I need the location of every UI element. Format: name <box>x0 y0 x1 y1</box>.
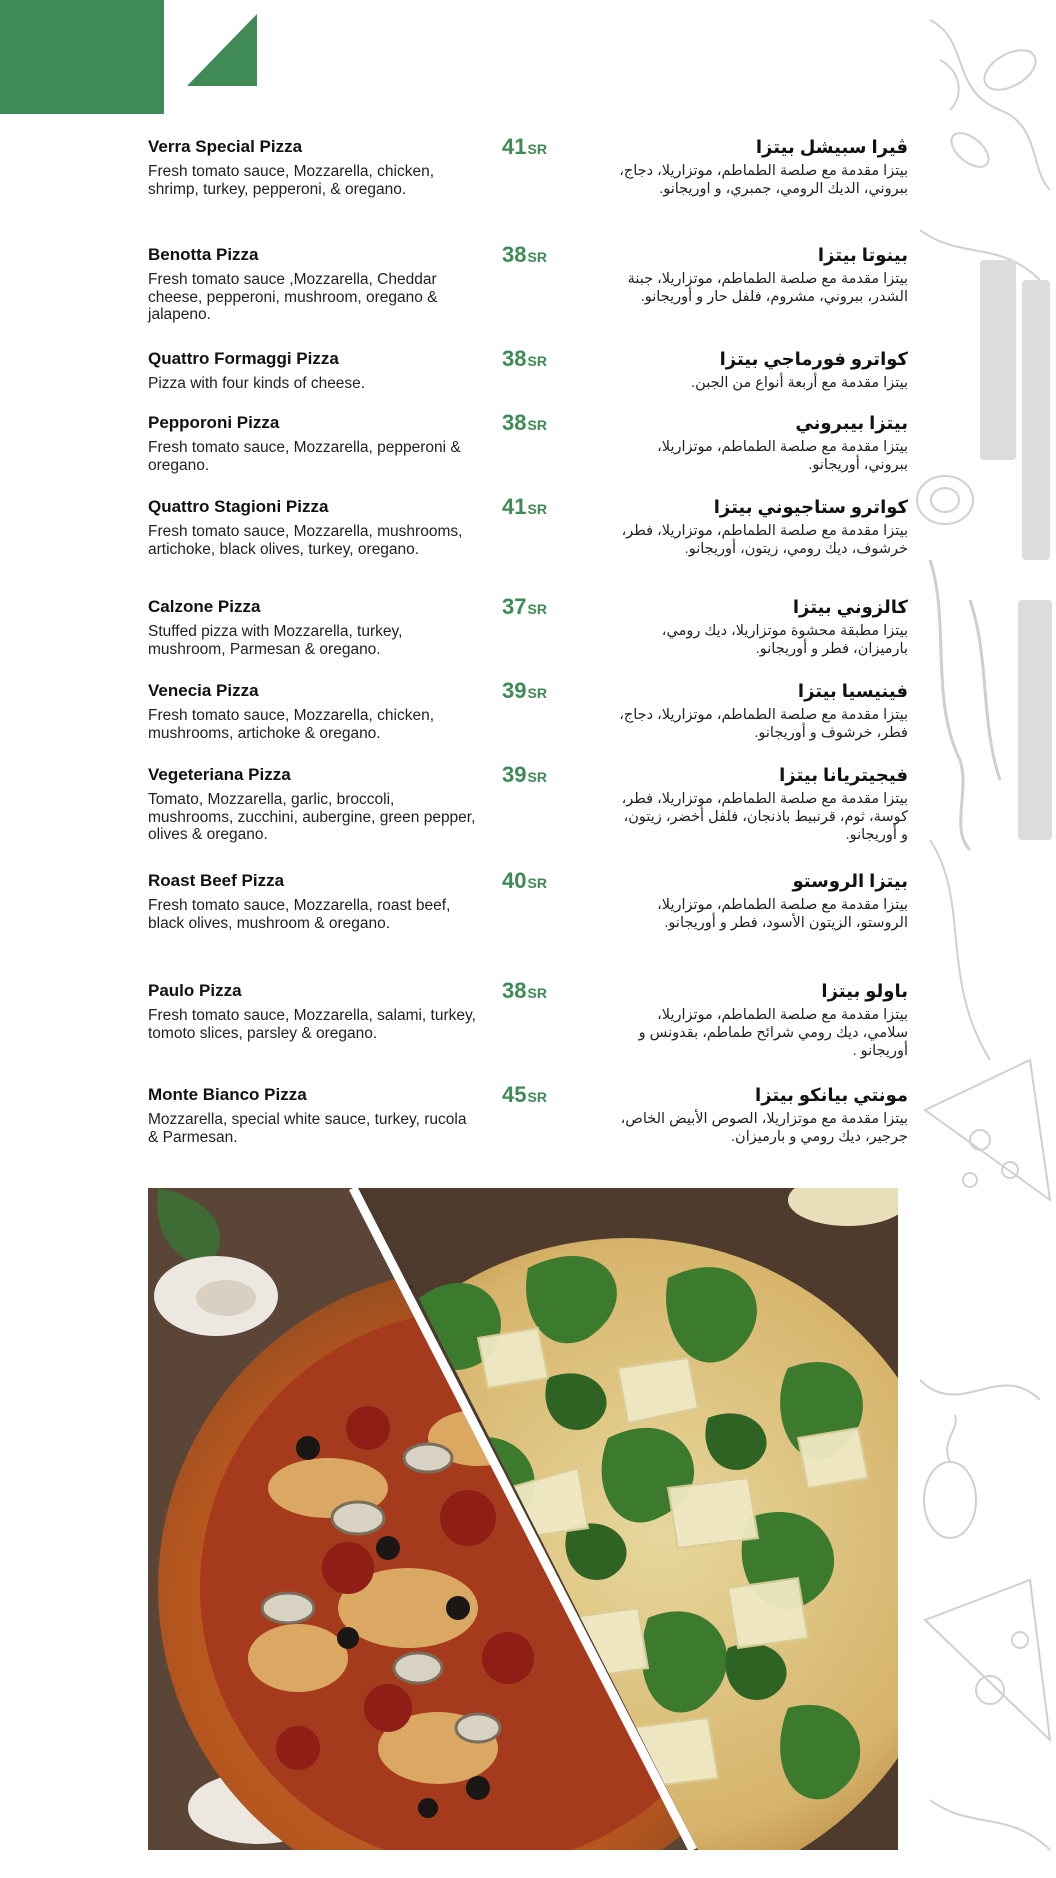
item-desc-en: Fresh tomato sauce, Mozzarella, chicken, mushrooms, artichoke & oregano. <box>148 707 435 742</box>
item-name-en: Venecia Pizza <box>148 681 259 700</box>
item-name-ar: فيجيتريانا بيتزا <box>779 765 908 785</box>
item-price <box>502 242 547 268</box>
item-name-en: Calzone Pizza <box>148 597 261 616</box>
price-value: 38 <box>502 978 527 1003</box>
item-desc-en: Fresh tomato sauce, Mozzarella, chicken, shrimp, turkey, pepperoni, & oregano. <box>148 163 435 198</box>
item-price <box>502 1082 547 1108</box>
corner-green-triangle <box>187 14 257 86</box>
item-desc-en: Stuffed pizza with Mozzarella, turkey, mushroom, Parmesan & oregano. <box>148 623 403 658</box>
price-currency: SR <box>527 141 547 157</box>
item-desc-ar: بيتزا مقدمة مع صلصة الطماطم، موتزاريلا، دجاج، ببروني، الديك الرومي، جمبري، و اوريجانو. <box>619 163 908 197</box>
decorative-sketch-border <box>910 0 1056 1878</box>
price-currency: SR <box>527 1089 547 1105</box>
item-price <box>502 762 547 788</box>
price-currency: SR <box>527 601 547 617</box>
item-english <box>148 980 478 1042</box>
item-arabic <box>618 764 908 844</box>
price-value: 39 <box>502 678 527 703</box>
price-value: 38 <box>502 410 527 435</box>
price-currency: SR <box>527 417 547 433</box>
item-name-en: Vegeteriana Pizza <box>148 765 291 784</box>
item-price <box>502 594 547 620</box>
item-name-en: Quattro Stagioni Pizza <box>148 497 329 516</box>
item-price <box>502 494 547 520</box>
item-arabic <box>618 980 908 1060</box>
pizza-photo <box>148 1188 898 1850</box>
item-desc-ar: بيتزا مقدمة مع موتزاريلا، الصوص الأبيض الخاص، جرجير، ديك رومي و بارميزان. <box>620 1111 908 1145</box>
item-desc-en: Fresh tomato sauce, Mozzarella, pepperoni & oregano. <box>148 439 461 474</box>
price-currency: SR <box>527 875 547 891</box>
item-desc-ar: بيتزا مقدمة مع صلصة الطماطم، موتزاريلا، دجاج، فطر، خرشوف و أوريجانو. <box>619 707 908 741</box>
item-name-ar: ڤيرا سبيشل بيتزا <box>755 137 908 157</box>
item-name-ar: بيتزا الروستو <box>792 871 908 891</box>
item-english <box>148 596 478 658</box>
item-name-ar: مونتي بيانكو بيتزا <box>755 1085 908 1105</box>
price-value: 38 <box>502 346 527 371</box>
item-price <box>502 134 547 160</box>
price-currency: SR <box>527 353 547 369</box>
item-arabic <box>618 680 908 742</box>
item-price <box>502 678 547 704</box>
item-english <box>148 764 478 844</box>
item-arabic <box>618 870 908 932</box>
item-desc-ar: بيتزا مقدمة مع صلصة الطماطم، موتزاريلا، جبنة الشدر، ببروني، مشروم، فلفل حار و أوريجانو. <box>627 271 908 305</box>
item-desc-ar: بيتزا مقدمة مع صلصة الطماطم، موتزاريلا، ببروني، أوريجانو. <box>657 439 908 473</box>
item-english <box>148 348 478 393</box>
price-value: 41 <box>502 494 527 519</box>
price-currency: SR <box>527 769 547 785</box>
item-price <box>502 978 547 1004</box>
item-desc-en: Mozzarella, special white sauce, turkey, rucola & Parmesan. <box>148 1111 467 1146</box>
item-desc-ar: بيتزا مقدمة مع صلصة الطماطم، موتزاريلا، سلامي، ديك رومي شرائح طماطم، بقدونس و أوريجانو . <box>638 1007 908 1059</box>
item-english <box>148 244 478 324</box>
price-value: 41 <box>502 134 527 159</box>
item-english <box>148 496 478 558</box>
price-value: 45 <box>502 1082 527 1107</box>
item-desc-en: Fresh tomato sauce, Mozzarella, roast beef, black olives, mushroom & oregano. <box>148 897 451 932</box>
item-english <box>148 1084 478 1146</box>
item-arabic <box>618 596 908 658</box>
item-name-en: Pepporoni Pizza <box>148 413 280 432</box>
item-name-en: Roast Beef Pizza <box>148 871 285 890</box>
price-currency: SR <box>527 985 547 1001</box>
price-value: 38 <box>502 242 527 267</box>
price-currency: SR <box>527 685 547 701</box>
item-name-ar: باولو بيتزا <box>821 981 908 1001</box>
item-desc-ar: بيتزا مقدمة مع صلصة الطماطم، موتزاريلا، فطر، خرشوف، ديك رومي، زيتون، أوريجانو. <box>621 523 908 557</box>
item-desc-en: Fresh tomato sauce, Mozzarella, salami, turkey, tomoto slices, parsley & oregano. <box>148 1007 476 1042</box>
item-arabic <box>618 348 908 392</box>
item-name-en: Monte Bianco Pizza <box>148 1085 307 1104</box>
item-name-ar: كواترو ستاجيوني بيتزا <box>713 497 908 517</box>
price-currency: SR <box>527 501 547 517</box>
item-desc-ar: بيتزا مقدمة مع صلصة الطماطم، موتزاريلا، الروستو، الزيتون الأسود، فطر و أوريجانو. <box>657 897 908 931</box>
item-name-ar: بيتزا بيبروني <box>795 413 908 433</box>
item-price <box>502 868 547 894</box>
item-desc-ar: بيتزا مقدمة مع صلصة الطماطم، موتزاريلا، فطر، كوسة، ثوم، قرنبيط باذنجان، فلفل أخضر، زيتون، و أوريجانو. <box>621 791 908 843</box>
item-name-ar: بينوتا بيتزا <box>817 245 908 265</box>
item-desc-ar: بيتزا مقدمة مع أربعة أنواع من الجبن. <box>691 375 908 391</box>
price-currency: SR <box>527 249 547 265</box>
item-english <box>148 136 478 198</box>
item-name-ar: كواترو فورماجي بيتزا <box>719 349 908 369</box>
item-name-ar: كالزوني بيتزا <box>792 597 908 617</box>
item-price <box>502 410 547 436</box>
item-desc-en: Fresh tomato sauce, Mozzarella, mushrooms, artichoke, black olives, turkey, oregano. <box>148 523 463 558</box>
corner-green-block-edge <box>120 0 164 114</box>
price-value: 40 <box>502 868 527 893</box>
item-english <box>148 680 478 742</box>
item-name-ar: فينيسيا بيتزا <box>797 681 908 701</box>
item-desc-en: Pizza with four kinds of cheese. <box>148 375 366 392</box>
item-name-en: Quattro Formaggi Pizza <box>148 349 339 368</box>
price-value: 37 <box>502 594 527 619</box>
item-arabic <box>618 1084 908 1146</box>
item-name-en: Paulo Pizza <box>148 981 242 1000</box>
item-arabic <box>618 244 908 306</box>
item-desc-en: Fresh tomato sauce ,Mozzarella, Cheddar cheese, pepperoni, mushroom, oregano & jalapeno. <box>148 271 438 323</box>
item-name-en: Benotta Pizza <box>148 245 259 264</box>
item-arabic <box>618 412 908 474</box>
item-english <box>148 870 478 932</box>
item-desc-en: Tomato, Mozzarella, garlic, broccoli, mushrooms, zucchini, aubergine, green pepper, olives & oregano. <box>148 791 476 843</box>
item-name-en: Verra Special Pizza <box>148 137 303 156</box>
item-price <box>502 346 547 372</box>
item-english <box>148 412 478 474</box>
item-desc-ar: بيتزا مطبقة محشوة موتزاريلا، ديك رومي، بارميزان، فطر و أوريجانو. <box>661 623 908 657</box>
item-arabic <box>618 496 908 558</box>
price-value: 39 <box>502 762 527 787</box>
item-arabic <box>618 136 908 198</box>
